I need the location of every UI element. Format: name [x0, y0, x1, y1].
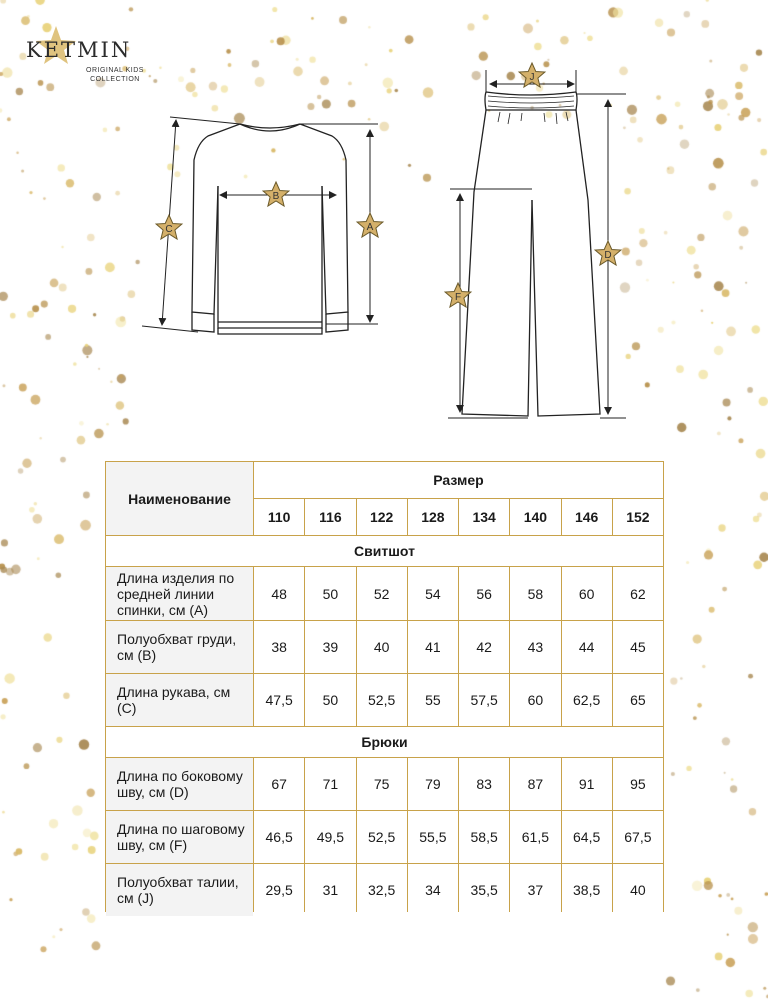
marker-label-d: D: [604, 250, 612, 261]
measurement-value: 67: [254, 758, 304, 810]
measurement-label: Длина изделия по средней линии спинки, см (A): [106, 567, 253, 620]
measurement-label: Длина по шаговому шву, см (F): [106, 811, 253, 863]
measurement-value: 40: [613, 864, 663, 916]
section-title: Брюки: [106, 727, 663, 757]
measurement-value: 47,5: [254, 674, 304, 726]
measurement-value: 35,5: [459, 864, 509, 916]
size-column-header: 140: [510, 499, 560, 535]
measurement-value: 43: [510, 621, 560, 673]
measurement-value: 67,5: [613, 811, 663, 863]
section-title: Свитшот: [106, 536, 663, 566]
name-column-header: Наименование: [106, 462, 253, 535]
size-column-header: 128: [408, 499, 458, 535]
measurement-value: 42: [459, 621, 509, 673]
size-column-header: 110: [254, 499, 304, 535]
measurement-value: 38,5: [562, 864, 612, 916]
measurement-value: 65: [613, 674, 663, 726]
brand-name: KETMIN: [26, 38, 132, 62]
measurement-value: 95: [613, 758, 663, 810]
measurement-value: 58,5: [459, 811, 509, 863]
measurement-value: 54: [408, 567, 458, 620]
measurement-value: 29,5: [254, 864, 304, 916]
measurement-label: Полуобхват талии, см (J): [106, 864, 253, 916]
marker-star-b: [263, 182, 289, 206]
measurement-value: 41: [408, 621, 458, 673]
measurement-value: 52,5: [357, 674, 407, 726]
measurement-value: 60: [510, 674, 560, 726]
measurement-value: 32,5: [357, 864, 407, 916]
garment-diagrams: [0, 0, 768, 440]
size-header: Размер: [254, 462, 663, 498]
marker-label-f: F: [454, 292, 462, 303]
measurement-value: 62,5: [562, 674, 612, 726]
measurement-value: 58: [510, 567, 560, 620]
size-column-header: 146: [562, 499, 612, 535]
measurement-label: Полуобхват груди, см (B): [106, 621, 253, 673]
measurement-value: 56: [459, 567, 509, 620]
measurement-value: 61,5: [510, 811, 560, 863]
measurement-value: 39: [305, 621, 355, 673]
marker-label-c: C: [165, 224, 173, 235]
measurement-value: 71: [305, 758, 355, 810]
measurement-value: 50: [305, 674, 355, 726]
measurement-label: Длина рукава, см (C): [106, 674, 253, 726]
measurement-value: 31: [305, 864, 355, 916]
measurement-value: 79: [408, 758, 458, 810]
size-column-header: 134: [459, 499, 509, 535]
measurement-value: 57,5: [459, 674, 509, 726]
measurement-value: 91: [562, 758, 612, 810]
sweatshirt-drawing: [192, 124, 348, 334]
measurement-value: 83: [459, 758, 509, 810]
size-column-header: 116: [305, 499, 355, 535]
marker-star-j: [519, 63, 545, 87]
marker-label-b: B: [272, 191, 280, 202]
measurement-value: 55,5: [408, 811, 458, 863]
measurement-value: 64,5: [562, 811, 612, 863]
brand-tagline-line1: ORIGINAL KIDS: [86, 67, 144, 74]
measurement-value: 55: [408, 674, 458, 726]
marker-star-c: [156, 215, 182, 239]
measurement-value: 60: [562, 567, 612, 620]
measurement-value: 49,5: [305, 811, 355, 863]
measurement-label: Длина по боковому шву, см (D): [106, 758, 253, 810]
measurement-value: 75: [357, 758, 407, 810]
brand-tagline-line2: COLLECTION: [90, 76, 140, 83]
measurement-value: 52: [357, 567, 407, 620]
marker-label-j: J: [529, 72, 535, 83]
measurement-value: 87: [510, 758, 560, 810]
marker-star-f: [445, 283, 471, 307]
measurement-value: 46,5: [254, 811, 304, 863]
size-table: [105, 461, 664, 912]
pants-drawing: [462, 92, 600, 416]
measurement-value: 48: [254, 567, 304, 620]
size-column-header: 152: [613, 499, 663, 535]
measurement-value: 52,5: [357, 811, 407, 863]
measurement-value: 40: [357, 621, 407, 673]
measurement-value: 37: [510, 864, 560, 916]
measurement-value: 38: [254, 621, 304, 673]
measurement-value: 62: [613, 567, 663, 620]
marker-label-a: A: [366, 222, 374, 233]
measurement-value: 45: [613, 621, 663, 673]
measurement-value: 50: [305, 567, 355, 620]
size-column-header: 122: [357, 499, 407, 535]
measurement-value: 34: [408, 864, 458, 916]
measurement-value: 44: [562, 621, 612, 673]
